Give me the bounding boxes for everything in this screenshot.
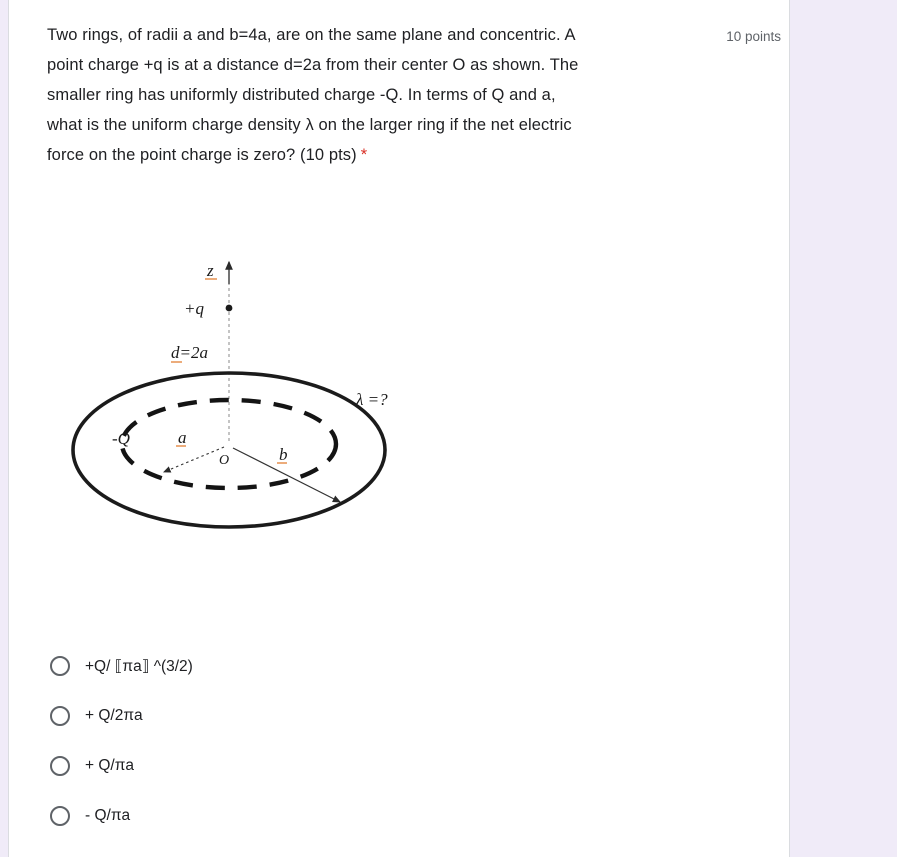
option-label: + Q/πa [85,757,135,774]
question-line [47,140,709,170]
question-text [47,20,709,170]
outer-radius-label: b [279,445,288,464]
answer-option-4[interactable] [47,791,781,841]
inner-radius-label: a [178,428,187,447]
question-card [8,0,790,857]
radio-button[interactable] [50,706,70,726]
option-label: + Q/2πa [85,707,143,724]
question-line: Two rings, of radii a and b=4a, are on the same plane and concentric. A [47,26,576,44]
question-line: what is the uniform charge density λ on the larger ring if the net electric [47,116,572,134]
question-line-text: force on the point charge is zero? (10 pts) [47,146,357,164]
center-label: O [219,453,230,468]
radio-button[interactable] [50,656,70,676]
question-header [47,20,781,170]
distance-label: d=2a [171,343,208,362]
option-label: - Q/πa [85,807,131,824]
inner-ring-charge-label: -Q [112,429,130,448]
radio-button[interactable] [50,806,70,826]
option-label: +Q/ ⟦πa⟧ ^(3/2) [85,657,193,675]
point-charge-dot [226,305,233,312]
ring-diagram-svg [64,248,474,558]
answer-option-1[interactable] [47,641,781,691]
question-line: smaller ring has uniformly distributed charge -Q. In terms of Q and a, [47,86,556,104]
answer-option-3[interactable] [47,741,781,791]
points-label: 10 points [726,29,781,44]
required-asterisk: * [360,146,368,164]
physics-diagram [64,248,484,563]
z-axis-label: z [207,261,214,280]
answer-options [47,641,781,841]
radio-button[interactable] [50,756,70,776]
answer-option-2[interactable] [47,691,781,741]
a-radius-arrow [164,447,224,472]
question-line: point charge +q is at a distance d=2a from their center O as shown. The [47,56,579,74]
point-charge-label: +q [184,299,204,318]
lambda-label: λ =? [356,390,388,409]
